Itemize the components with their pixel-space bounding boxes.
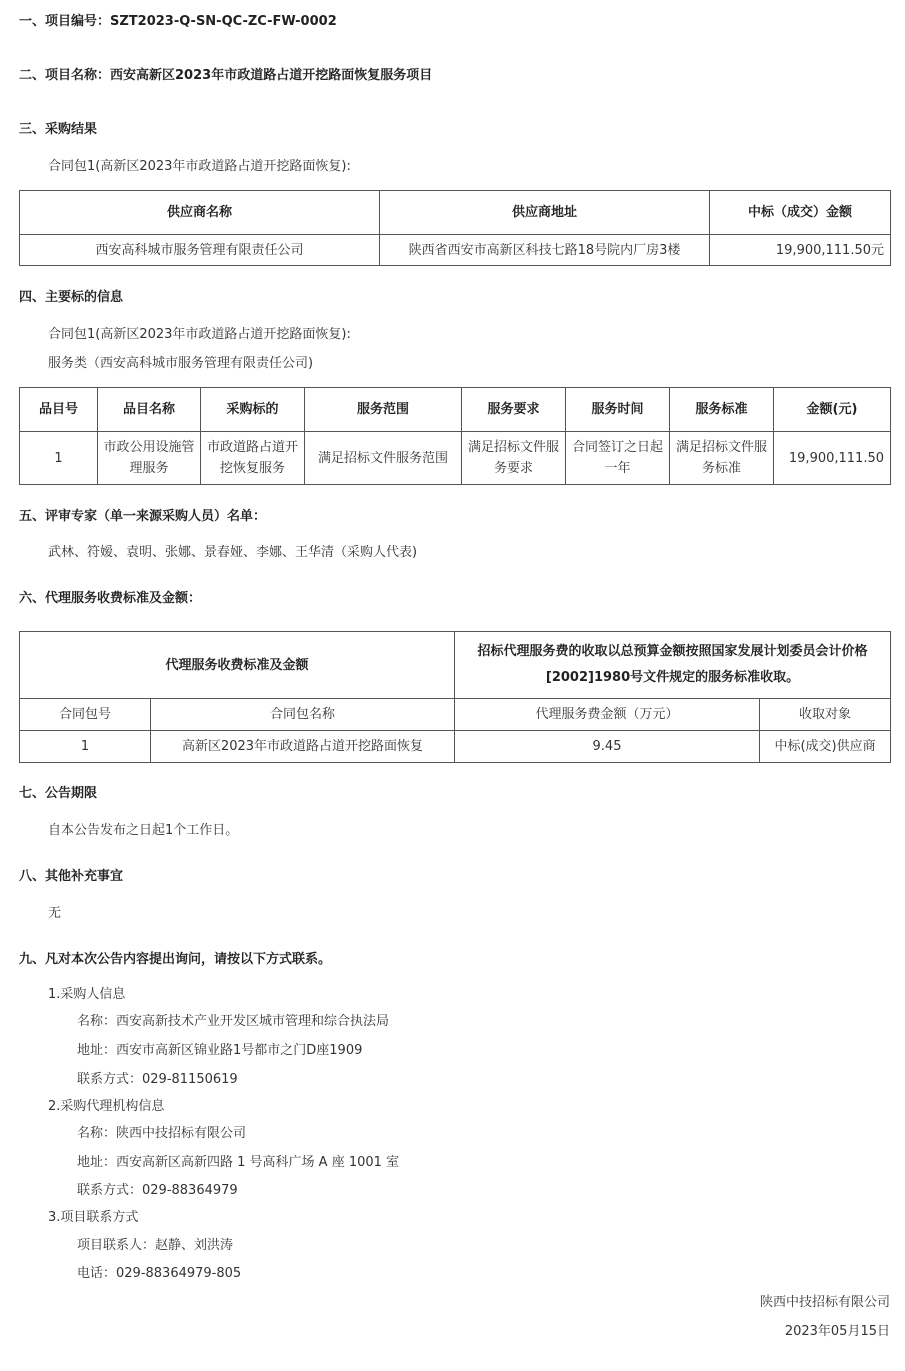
footer-org: 陕西中技招标有限公司 — [759, 1295, 890, 1310]
items-header-scope: 服务范围 — [305, 388, 462, 432]
table-row — [20, 235, 891, 266]
agency-fee-right-header: 招标代理服务费的收取以总预算金额按照国家发展计划委员会计价格[2002]1980号文件规定的服务标准收取。 — [455, 632, 891, 699]
project-name-value: 西安高新区2023年市政道路占道开挖路面恢复服务项目 — [110, 68, 433, 83]
agency-fee-table — [19, 631, 891, 763]
project-name-label: 二、项目名称： — [19, 68, 111, 83]
items-cell-standard: 满足招标文件服务标准 — [670, 432, 774, 485]
section-project-name — [19, 67, 432, 85]
items-cell-scope: 满足招标文件服务范围 — [305, 432, 462, 485]
results-cell-address: 陕西省西安市高新区科技七路18号院内厂房3楼 — [380, 235, 710, 266]
section-title-contact: 九、凡对本次公告内容提出询问，请按以下方式联系。 — [19, 952, 332, 967]
agent-phone: 联系方式：029-88364979 — [77, 1183, 238, 1198]
other-text: 无 — [48, 906, 62, 921]
fee-header-package-no: 合同包号 — [20, 699, 151, 731]
main-items-category: 服务类（西安高科城市服务管理有限责任公司) — [48, 356, 314, 371]
items-cell-requirement: 满足招标文件服务要求 — [462, 432, 566, 485]
fee-cell-package-name: 高新区2023年市政道路占道开挖路面恢复 — [151, 731, 455, 763]
period-text: 自本公告发布之日起1个工作日。 — [48, 823, 239, 838]
items-header-target: 采购标的 — [201, 388, 305, 432]
experts-names: 武林、符嫒、袁明、张娜、景春娅、李娜、王华清（采购人代表) — [48, 545, 418, 560]
agent-name: 名称：陕西中技招标有限公司 — [77, 1126, 247, 1141]
table-row — [20, 432, 891, 485]
main-items-table — [19, 387, 891, 485]
items-header-requirement: 服务要求 — [462, 388, 566, 432]
main-items-package: 合同包1(高新区2023年市政道路占道开挖路面恢复): — [48, 327, 351, 342]
results-cell-amount: 19,900,111.50元 — [710, 235, 891, 266]
items-header-no: 品目号 — [20, 388, 98, 432]
items-cell-amount: 19,900,111.50 — [774, 432, 891, 485]
footer-date: 2023年05月15日 — [784, 1324, 890, 1339]
section-title-other: 八、其他补充事宜 — [19, 869, 124, 884]
buyer-name: 名称：西安高新技术产业开发区城市管理和综合执法局 — [77, 1014, 390, 1029]
results-header-amount: 中标（成交）金额 — [710, 191, 891, 235]
items-cell-time: 合同签订之日起一年 — [566, 432, 670, 485]
section-title-main-items: 四、主要标的信息 — [19, 290, 124, 305]
results-header-supplier: 供应商名称 — [20, 191, 380, 235]
contact-phone: 电话：029-88364979-805 — [77, 1266, 242, 1281]
table-row — [20, 731, 891, 763]
fee-header-target: 收取对象 — [760, 699, 891, 731]
section-title-agency-fee: 六、代理服务收费标准及金额： — [19, 591, 202, 606]
results-package: 合同包1(高新区2023年市政道路占道开挖路面恢复): — [48, 159, 351, 174]
results-header-address: 供应商地址 — [380, 191, 710, 235]
fee-cell-amount: 9.45 — [455, 731, 760, 763]
agent-address: 地址：西安高新区高新四路 1 号高科广场 A 座 1001 室 — [77, 1155, 400, 1170]
fee-header-package-name: 合同包名称 — [151, 699, 455, 731]
items-header-standard: 服务标准 — [670, 388, 774, 432]
items-cell-name: 市政公用设施管理服务 — [98, 432, 201, 485]
buyer-phone: 联系方式：029-81150619 — [77, 1072, 238, 1087]
contact-people: 项目联系人：赵静、刘洪涛 — [77, 1238, 234, 1253]
agency-fee-left-header: 代理服务收费标准及金额 — [20, 632, 455, 699]
section-title-results: 三、采购结果 — [19, 122, 98, 137]
items-header-time: 服务时间 — [566, 388, 670, 432]
section-project-number — [19, 13, 337, 31]
buyer-address: 地址：西安市高新区锦业路1号都市之门D座1909 — [77, 1043, 363, 1058]
project-number-label: 一、项目编号： — [19, 14, 111, 29]
results-cell-supplier: 西安高科城市服务管理有限责任公司 — [20, 235, 380, 266]
items-header-amount: 金额(元) — [774, 388, 891, 432]
section-title-experts: 五、评审专家（单一来源采购人员）名单： — [19, 509, 267, 524]
items-header-name: 品目名称 — [98, 388, 201, 432]
fee-header-amount: 代理服务费金额（万元） — [455, 699, 760, 731]
buyer-info-title: 1.采购人信息 — [48, 987, 126, 1002]
agent-info-title: 2.采购代理机构信息 — [48, 1099, 165, 1114]
results-table — [19, 190, 891, 266]
project-number-value: SZT2023-Q-SN-QC-ZC-FW-0002 — [110, 14, 337, 29]
items-cell-target: 市政道路占道开挖恢复服务 — [201, 432, 305, 485]
fee-cell-package-no: 1 — [20, 731, 151, 763]
items-cell-no: 1 — [20, 432, 98, 485]
fee-cell-target: 中标(成交)供应商 — [760, 731, 891, 763]
section-title-period: 七、公告期限 — [19, 786, 98, 801]
contact-info-title: 3.项目联系方式 — [48, 1210, 139, 1225]
